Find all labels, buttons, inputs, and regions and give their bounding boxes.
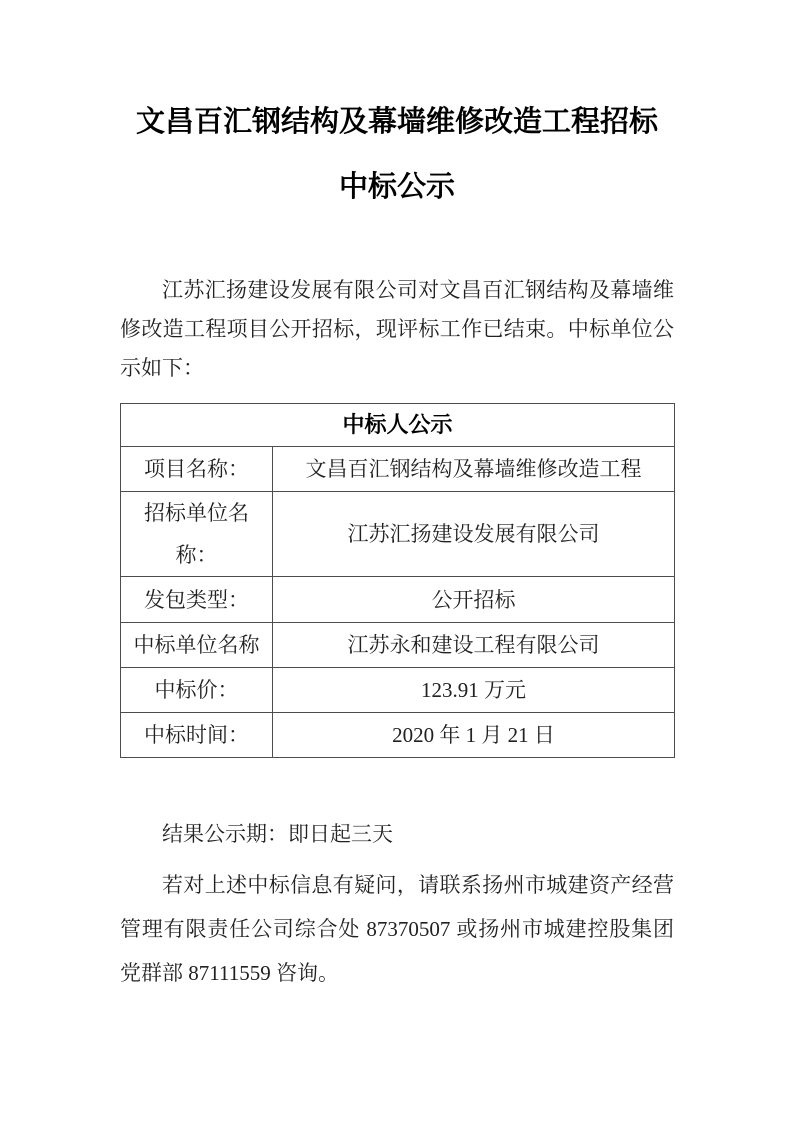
- document-title-line-2: 中标公示: [338, 171, 455, 203]
- table-row-tendering-unit: [121, 492, 675, 577]
- row-label: 中标价：: [121, 668, 273, 713]
- contact-paragraph: 若对上述中标信息有疑问，请联系扬州市城建资产经营管理有限责任公司综合处 87370507 或扬州市城建控股集团党群部 87111559 咨询。: [120, 873, 674, 985]
- row-value: 江苏永和建设工程有限公司: [273, 623, 675, 668]
- row-value: 文昌百汇钢结构及幕墙维修改造工程: [273, 447, 675, 492]
- table-row-winning-date: [121, 713, 675, 758]
- result-period-text: 结果公示期：即日起三天: [162, 822, 393, 846]
- row-label: 发包类型：: [121, 577, 273, 623]
- row-label: 招标单位名称：: [121, 492, 273, 577]
- table-row-contract-type: [121, 577, 675, 623]
- row-label: 中标单位名称: [121, 623, 273, 668]
- table-row-project-name: [121, 447, 675, 492]
- row-label: 中标时间：: [121, 713, 273, 758]
- row-value: 公开招标: [273, 577, 675, 623]
- table-title: 中标人公示: [121, 404, 675, 447]
- document-title: [120, 0, 674, 220]
- row-value: 2020 年 1 月 21 日: [273, 713, 675, 758]
- table-row-winning-unit: [121, 623, 675, 668]
- table-header-row: [121, 404, 675, 447]
- table-row-winning-price: [121, 668, 675, 713]
- row-value: 江苏汇扬建设发展有限公司: [273, 492, 675, 577]
- bid-announcement-table: [120, 403, 675, 758]
- row-label: 项目名称：: [121, 447, 273, 492]
- document-title-line-1: 文昌百汇钢结构及幕墙维修改造工程招标: [135, 106, 658, 138]
- row-value: 123.91 万元: [273, 668, 675, 713]
- intro-paragraph: 江苏汇扬建设发展有限公司对文昌百汇钢结构及幕墙维修改造工程项目公开招标，现评标工作已结束。中标单位公示如下：: [120, 278, 674, 380]
